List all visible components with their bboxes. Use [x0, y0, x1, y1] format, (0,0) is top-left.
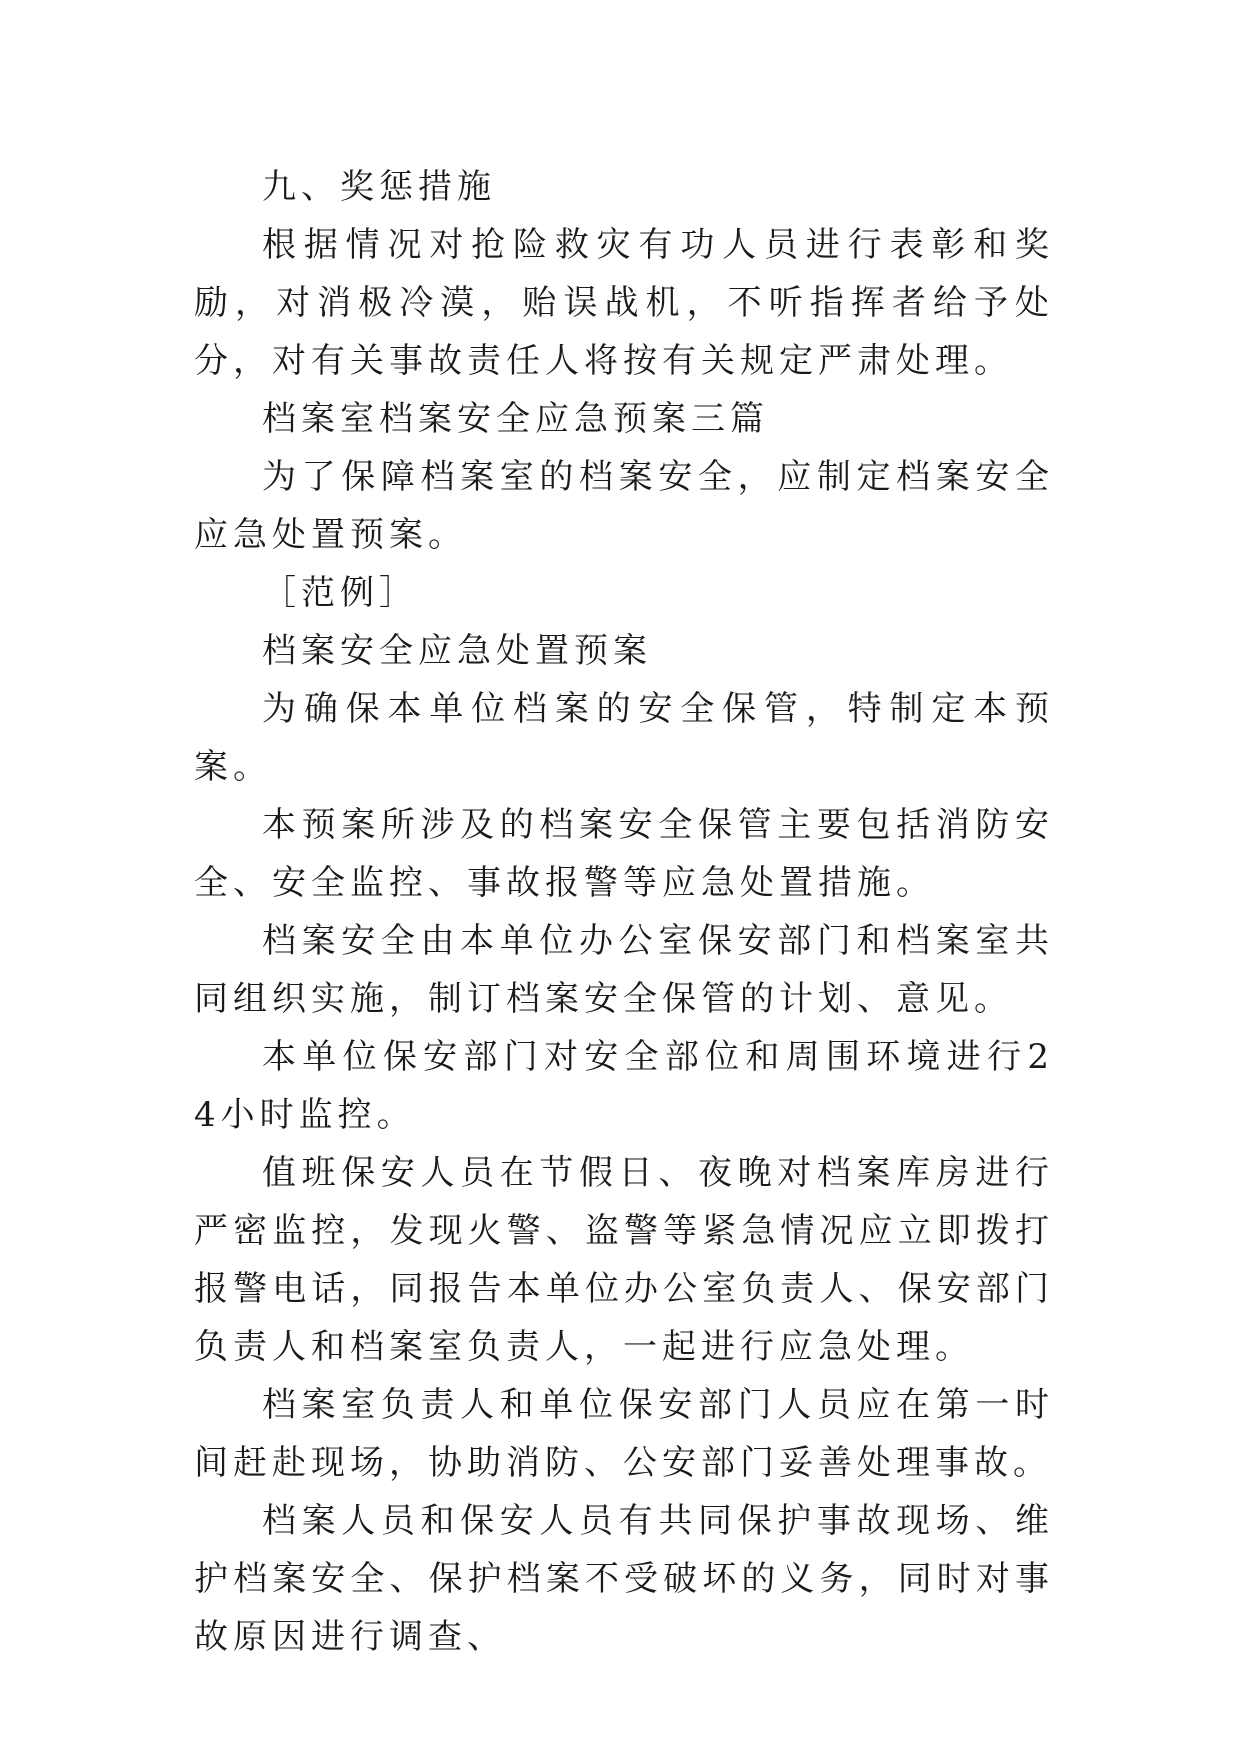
- paragraph-plan-scope: 本预案所涉及的档案安全保管主要包括消防安全、安全监控、事故报警等应急处置措施。: [194, 805, 1054, 903]
- paragraph-duty-guards: 值班保安人员在节假日、夜晚对档案库房进行严密监控，发现火警、盗警等紧急情况应立即拨打报警电话，同报告本单位办公室负责人、保安部门负责人和档案室负责人，一起进行应急处理。: [194, 1153, 1054, 1367]
- paragraph-responsibility: 档案安全由本单位办公室保安部门和档案室共同组织实施，制订档案安全保管的计划、意见。: [194, 921, 1054, 1019]
- paragraph-monitoring: 本单位保安部门对安全部位和周围环境进行24小时监控。: [194, 1037, 1054, 1135]
- document-body: [194, 158, 1054, 1666]
- paragraph-obligations: 档案人员和保安人员有共同保护事故现场、维护档案安全、保护档案不受破坏的义务，同时对事故原因进行调查、: [194, 1501, 1054, 1657]
- section-heading-archive-emergency-plan: 档案室档案安全应急预案三篇: [262, 399, 769, 439]
- paragraph-rewards-description: 根据情况对抢险救灾有功人员进行表彰和奖励，对消极冷漠，贻误战机，不听指挥者给予处分，对有关事故责任人将按有关规定严肃处理。: [194, 225, 1054, 381]
- example-label: ［范例］: [262, 573, 418, 613]
- example-title: 档案安全应急处置预案: [262, 631, 652, 671]
- paragraph-plan-purpose: 为了保障档案室的档案安全，应制定档案安全应急处置预案。: [194, 457, 1054, 555]
- section-heading-rewards: 九、奖惩措施: [262, 167, 496, 207]
- paragraph-plan-goal: 为确保本单位档案的安全保管，特制定本预案。: [194, 689, 1054, 787]
- paragraph-response: 档案室负责人和单位保安部门人员应在第一时间赶赴现场，协助消防、公安部门妥善处理事故。: [194, 1385, 1054, 1483]
